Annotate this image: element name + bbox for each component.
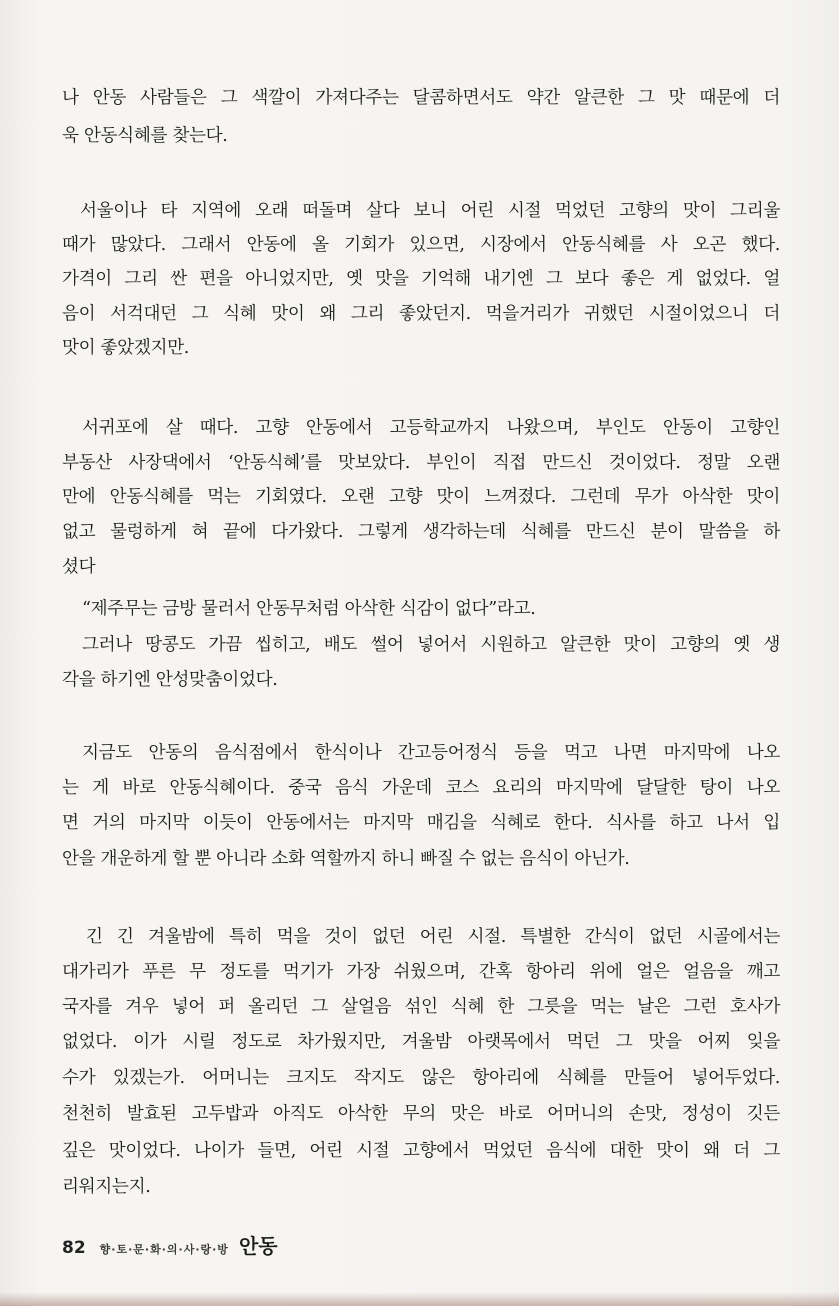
text-line: 각을 하기엔 안성맞춤이었다. bbox=[62, 670, 278, 690]
text-line: 없었다. 이가 시릴 정도로 차가웠지만, 겨울밤 아랫목에서 먹던 그 맛을 어찌 잊을 bbox=[62, 1032, 780, 1052]
text-line: 지금도 안동의 음식점에서 한식이나 간고등어정식 등을 먹고 나면 마지막에 나오 bbox=[82, 743, 780, 763]
text-line: 때가 많았다. 그래서 안동에 올 기회가 있으면, 시장에서 안동식혜를 사 오곤 했다. bbox=[62, 235, 780, 255]
series-title: 향·토·문·화·의·사·랑·방 bbox=[99, 1243, 229, 1256]
text-line: 국자를 겨우 넣어 퍼 올리던 그 살얼음 섞인 식혜 한 그릇을 먹는 날은 그런 호사가 bbox=[62, 997, 780, 1017]
text-line: 부동산 사장댁에서 ‘안동식혜’를 맛보았다. 부인이 직접 만드신 것이었다. 정말 오랜 bbox=[62, 453, 780, 473]
text-line: 리워지는지. bbox=[62, 1177, 151, 1197]
text-line: 맛이 좋았겠지만. bbox=[62, 338, 190, 358]
text-line: 가격이 그리 싼 편을 아니었지만, 옛 맛을 기억해 내기엔 그 보다 좋은 게 없었다. 얼 bbox=[62, 269, 780, 289]
page-number: 82 bbox=[62, 1238, 86, 1258]
text-line: 없고 물렁하게 혀 끝에 다가왔다. 그렇게 생각하는데 식혜를 만드신 분이 말씀을 하 bbox=[62, 522, 780, 542]
page-footer bbox=[62, 1230, 278, 1260]
text-line: 수가 있겠는가. 어머니는 크지도 작지도 않은 항아리에 식혜를 만들어 넣어두었다. bbox=[62, 1068, 780, 1088]
text-line: 그러나 땅콩도 가끔 씹히고, 배도 썰어 넣어서 시원하고 알큰한 맛이 고향의 옛 생 bbox=[82, 635, 780, 655]
text-line: 나 안동 사람들은 그 색깔이 가져다주는 달콤하면서도 약간 알큰한 그 맛 때문에 더 bbox=[62, 88, 780, 108]
text-line: 긴 긴 겨울밤에 특히 먹을 것이 없던 어린 시절. 특별한 간식이 없던 시골에서는 bbox=[86, 927, 780, 947]
text-line: 안을 개운하게 할 뿐 아니라 소화 역할까지 하니 빠질 수 없는 음식이 아닌가. bbox=[62, 849, 630, 869]
text-line: 음이 서걱대던 그 식혜 맛이 왜 그리 좋았던지. 먹을거리가 귀했던 시절이었으니 더 bbox=[62, 304, 780, 324]
text-line: 깊은 맛이었다. 나이가 들면, 어린 시절 고향에서 먹었던 음식에 대한 맛이 왜 더 그 bbox=[62, 1141, 780, 1161]
text-line: 는 게 바로 안동식혜이다. 중국 음식 가운데 코스 요리의 마지막에 달달한 탕이 나오 bbox=[62, 778, 780, 798]
text-line: 셨다 bbox=[62, 557, 96, 577]
text-line: 면 거의 마지막 이듯이 안동에서는 마지막 매김을 식혜로 한다. 식사를 하고 나서 입 bbox=[62, 813, 780, 833]
text-line: 만에 안동식혜를 먹는 기회였다. 오랜 고향 맛이 느껴졌다. 그런데 무가 아삭한 맛이 bbox=[62, 487, 780, 507]
text-line: 서귀포에 살 때다. 고향 안동에서 고등학교까지 나왔으며, 부인도 안동이 고향인 bbox=[82, 418, 780, 438]
page-edge-shadow bbox=[0, 1292, 839, 1306]
place-name: 안동 bbox=[238, 1234, 278, 1258]
text-line: 서울이나 타 지역에 오래 떠돌며 살다 보니 어린 시절 먹었던 고향의 맛이 그리울 bbox=[80, 201, 780, 221]
text-line: 천천히 발효된 고두밥과 아직도 아삭한 무의 맛은 바로 어머니의 손맛, 정성이 깃든 bbox=[62, 1104, 780, 1124]
quote-line: “제주무는 금방 물러서 안동무처럼 아삭한 식감이 없다”라고. bbox=[82, 599, 536, 619]
text-line: 대가리가 푸른 무 정도를 먹기가 가장 쉬웠으며, 간혹 항아리 위에 얼은 얼음을 깨고 bbox=[62, 962, 780, 982]
text-line: 욱 안동식혜를 찾는다. bbox=[62, 126, 228, 146]
